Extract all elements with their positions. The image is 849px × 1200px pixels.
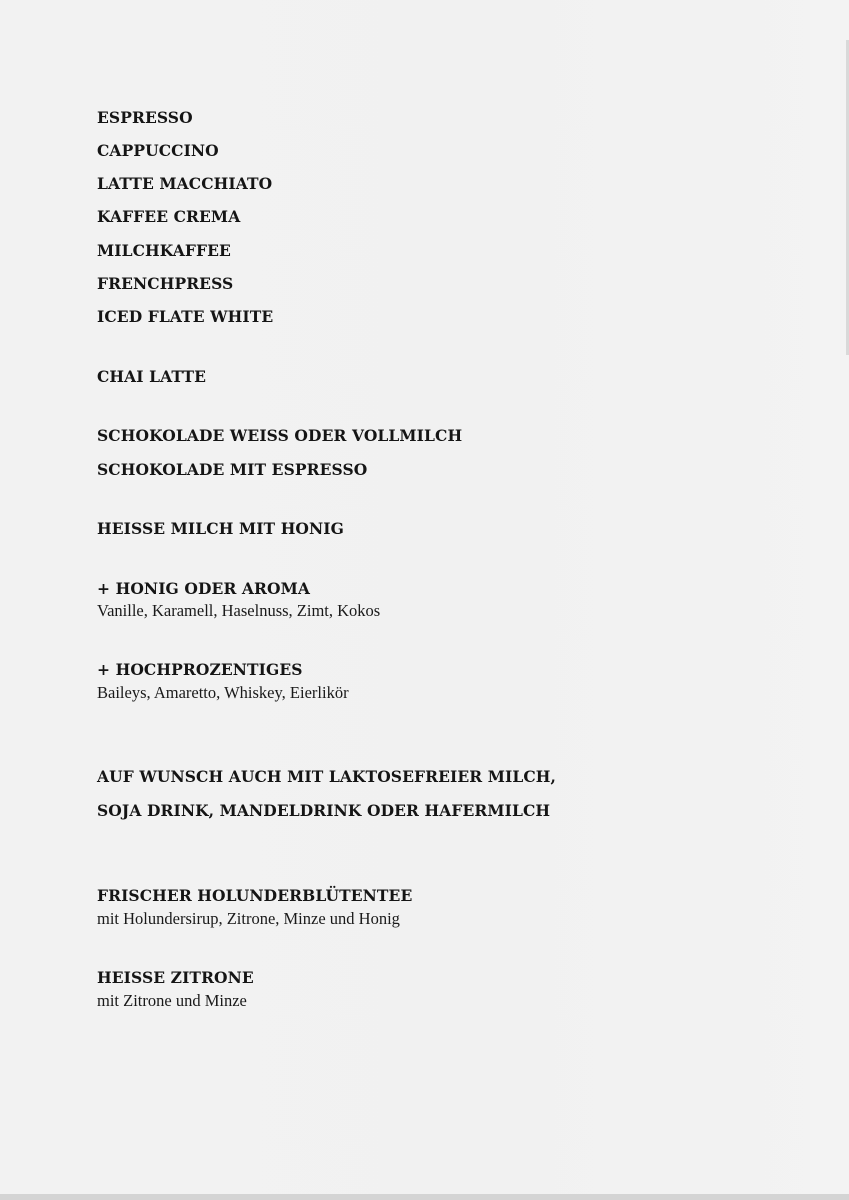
menu-item-holunderbluetentee: FRISCHER HOLUNDERBLÜTENTEE	[97, 886, 413, 905]
holunderbluetentee-description: mit Holundersirup, Zitrone, Minze und Honig	[97, 909, 400, 928]
menu-item-espresso: ESPRESSO	[97, 108, 193, 127]
menu-item-heisse-milch: HEISSE MILCH MIT HONIG	[97, 519, 344, 538]
extra-spirits-title: + HOCHPROZENTIGES	[97, 660, 303, 679]
menu-item-heisse-zitrone: HEISSE ZITRONE	[97, 968, 254, 987]
milk-note-line-2: SOJA DRINK, MANDELDRINK ODER HAFERMILCH	[97, 801, 551, 820]
menu-item-kaffee-crema: KAFFEE CREMA	[97, 207, 241, 226]
extra-spirits-options: Baileys, Amaretto, Whiskey, Eierlikör	[97, 683, 349, 702]
extra-honey-title: + HONIG ODER AROMA	[97, 579, 311, 598]
menu-item-cappuccino: CAPPUCCINO	[97, 141, 219, 160]
extra-honey-options: Vanille, Karamell, Haselnuss, Zimt, Kokos	[97, 601, 381, 620]
menu-item-schokolade-espresso: SCHOKOLADE MIT ESPRESSO	[97, 460, 368, 479]
heisse-zitrone-description: mit Zitrone und Minze	[97, 991, 247, 1010]
menu-item-iced-flat-white: ICED FLATE WHITE	[97, 307, 274, 326]
menu-item-latte-macchiato: LATTE MACCHIATO	[97, 174, 273, 193]
menu-item-chai-latte: CHAI LATTE	[97, 367, 207, 386]
bottom-edge	[0, 1194, 849, 1200]
menu-item-milchkaffee: MILCHKAFFEE	[97, 241, 231, 260]
menu-item-frenchpress: FRENCHPRESS	[97, 274, 234, 293]
milk-note-line-1: AUF WUNSCH AUCH MIT LAKTOSEFREIER MILCH,	[97, 767, 557, 786]
menu-item-schokolade: SCHOKOLADE WEISS ODER VOLLMILCH	[97, 426, 463, 445]
